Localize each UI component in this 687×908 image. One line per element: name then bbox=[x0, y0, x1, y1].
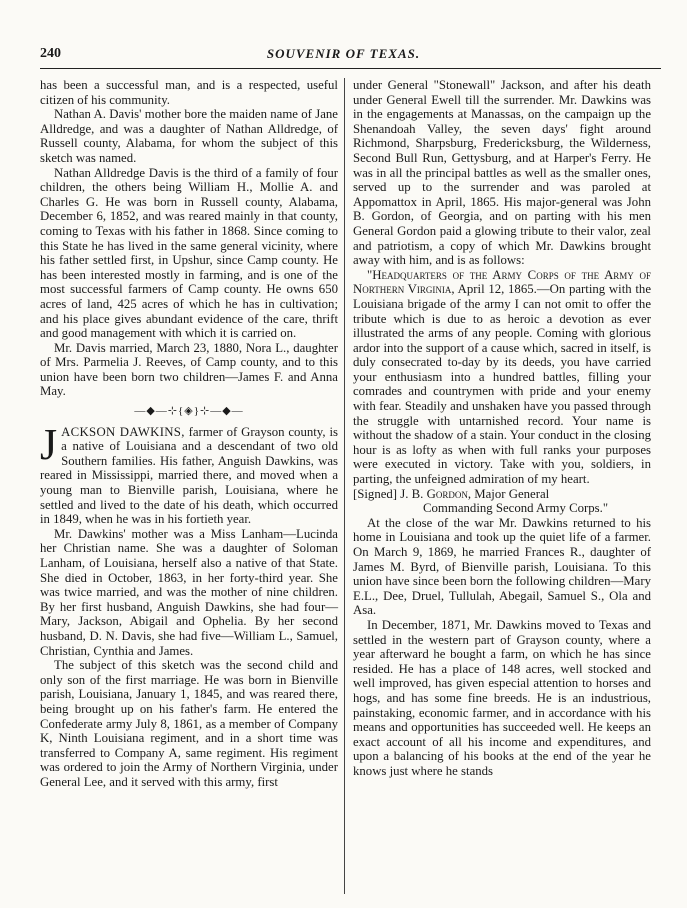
running-title: SOUVENIR OF TEXAS. bbox=[266, 46, 421, 61]
header-rule bbox=[40, 68, 661, 69]
right-column bbox=[353, 78, 651, 779]
column-divider bbox=[344, 78, 345, 894]
drop-cap: J bbox=[40, 419, 58, 469]
quote-heading: "Headquarters of the Army Corps of the Army of Northern Virginia, bbox=[353, 267, 651, 297]
biography-opening bbox=[40, 419, 338, 527]
left-paragraph-3: Nathan Alldredge Davis is the third of a family of four children, the others being William H., Mollie A. and Charles G. He was born in Russell county, Alabama, December 6, 1852, and was reared mainly in that county, coming to Texas with his father in 1868. Since coming to this State he has lived in the same general vicinity, where his father settled first, in Upshur, since Camp county. He has been interested mostly in farming, and is one of the most successful farmers of Camp county. He owns 650 acres of land, 425 acres of which he has in cultivation; and his place gives abundant evidence of the care, thrift and good management with which it is carried on. bbox=[40, 165, 338, 341]
opening-text: farmer of Grayson county, is a native of Louisiana and a descendant of two old Southern families. His father, Anguish Dawkins, was reared in Mississippi, married there, and moved when a young man to Bienville parish, Louisiana, where he settled and lived to the date of his death, which occurred in 1849, when he was in his fortieth year. bbox=[40, 424, 338, 527]
signature-rank: Major General bbox=[471, 486, 550, 501]
signature-prefix: [Signed] J. B. bbox=[353, 486, 427, 501]
left-paragraph-2: Nathan A. Davis' mother bore the maiden name of Jane Alldredge, and was a daughter of Nathan Alldredge, of Russell county, Alabama, for whom the subject of this sketch was named. bbox=[40, 107, 338, 165]
right-paragraph-3: In December, 1871, Mr. Dawkins moved to Texas and settled in the western part of Grayson county, where a year afterward he bought a farm, on which he has since resided. He has a place of 148 acres, well stocked and well improved, has given especial attention to horses and hogs, and has some fine breeds. He is an industrious, painstaking, economic farmer, and in accordance with his means and opportunities has succeeded well. He keeps an exact account of all his income and expenditures, and upon a balancing of his books at the end of the year he knows just where he stands bbox=[353, 617, 651, 778]
page-number: 240 bbox=[40, 46, 61, 61]
signature-name: Gordon, bbox=[426, 486, 472, 501]
signature-line bbox=[353, 487, 651, 502]
right-paragraph-1: under General "Stonewall" Jackson, and after his death under General Ewell till the surrender. Mr. Dawkins was in the engagements at Manassas, on the campaign up the Shenandoah Valley, the seven days' fight around Richmond, Sharpsburg, Fredericksburg, the Wilderness, Second Bull Run, Gettysburg, and at Harper's Ferry. He was in all the principal battles as well as the smaller ones, served up to the surrender and was paroled at Appomattox in April, 1865. His major-general was John B. Gordon, of Georgia, and on parting with his men General Gordon paid a glowing tribute to their valor, zeal and patriotism, a copy of which Mr. Dawkins brought away with him, and is as follows: bbox=[353, 78, 651, 268]
quoted-tribute bbox=[353, 268, 651, 487]
quote-body: April 12, 1865.—On parting with the Louisiana brigade of the army I can not omit to offer the tribute which is due to as heroic a devotion as ever illustrated the arms of any people. Coming with glorious ardor into the support of a cause which, sacred in itself, is duly consecrated to-day by its deeds, you have carried your enthusiasm into a hundred battles, filling your comrades and countrymen with pride and your enemy with fear. Steadily and unshaken have you passed through the struggle with untarnished record. Your name is without the shadow of a stain. Your conduct in the closing hour is as lofty as when with full ranks your purposes were executed in victory. Take with you, soldiers, in parting, the unfeigned admiration of my heart. bbox=[353, 282, 651, 487]
left-paragraph-1: has been a successful man, and is a respected, useful citizen of his community. bbox=[40, 78, 338, 107]
left-paragraph-4: Mr. Davis married, March 23, 1880, Nora L., daughter of Mrs. Parmelia J. Reeves, of Camp county, and to this union have been born two children—James F. and Anna May. bbox=[40, 340, 338, 399]
subject-name: ACKSON DAWKINS, bbox=[61, 424, 185, 439]
left-column bbox=[40, 78, 338, 790]
section-ornament: —◆—⊹{◈}⊹—◆— bbox=[134, 405, 244, 418]
left-paragraph-7: The subject of this sketch was the second child and only son of the first marriage. He was born in Bienville parish, Louisiana, January 1, 1845, and was reared there, being brought up on his father's farm. He entered the Confederate army July 8, 1861, as a member of Company K, Ninth Louisiana regiment, and in a short time was transferred to Company A, same regiment. His regiment was ordered to join the Army of Northern Virginia, under General Lee, and it served with this army, first bbox=[40, 658, 338, 789]
signature-command: Commanding Second Army Corps." bbox=[423, 501, 609, 516]
left-paragraph-6: Mr. Dawkins' mother was a Miss Lanham—Lucinda her Christian name. She was a daughter of Soloman Lanham, of Louisiana, herself also a native of that State. She died in October, 1863, in her forty-third year. She was twice married, and was the mother of nine children. By her first husband, Anguish Dawkins, she had four—Mary, Jackson, Abigail and Ophelia. By her second husband, D. N. Davis, she had five—William L., Samuel, Christian, Cynthia and James. bbox=[40, 526, 338, 658]
right-paragraph-2: At the close of the war Mr. Dawkins returned to his home in Louisiana and took up the quiet life of a farmer. On March 9, 1869, he married Frances R., daughter of James M. Byrd, of Bienville parish, Louisiana. To this union have since been born the following children—Mary E.L., Dee, Druel, Tullulah, Abegail, Samuel S., Ola and Asa. bbox=[353, 515, 651, 618]
